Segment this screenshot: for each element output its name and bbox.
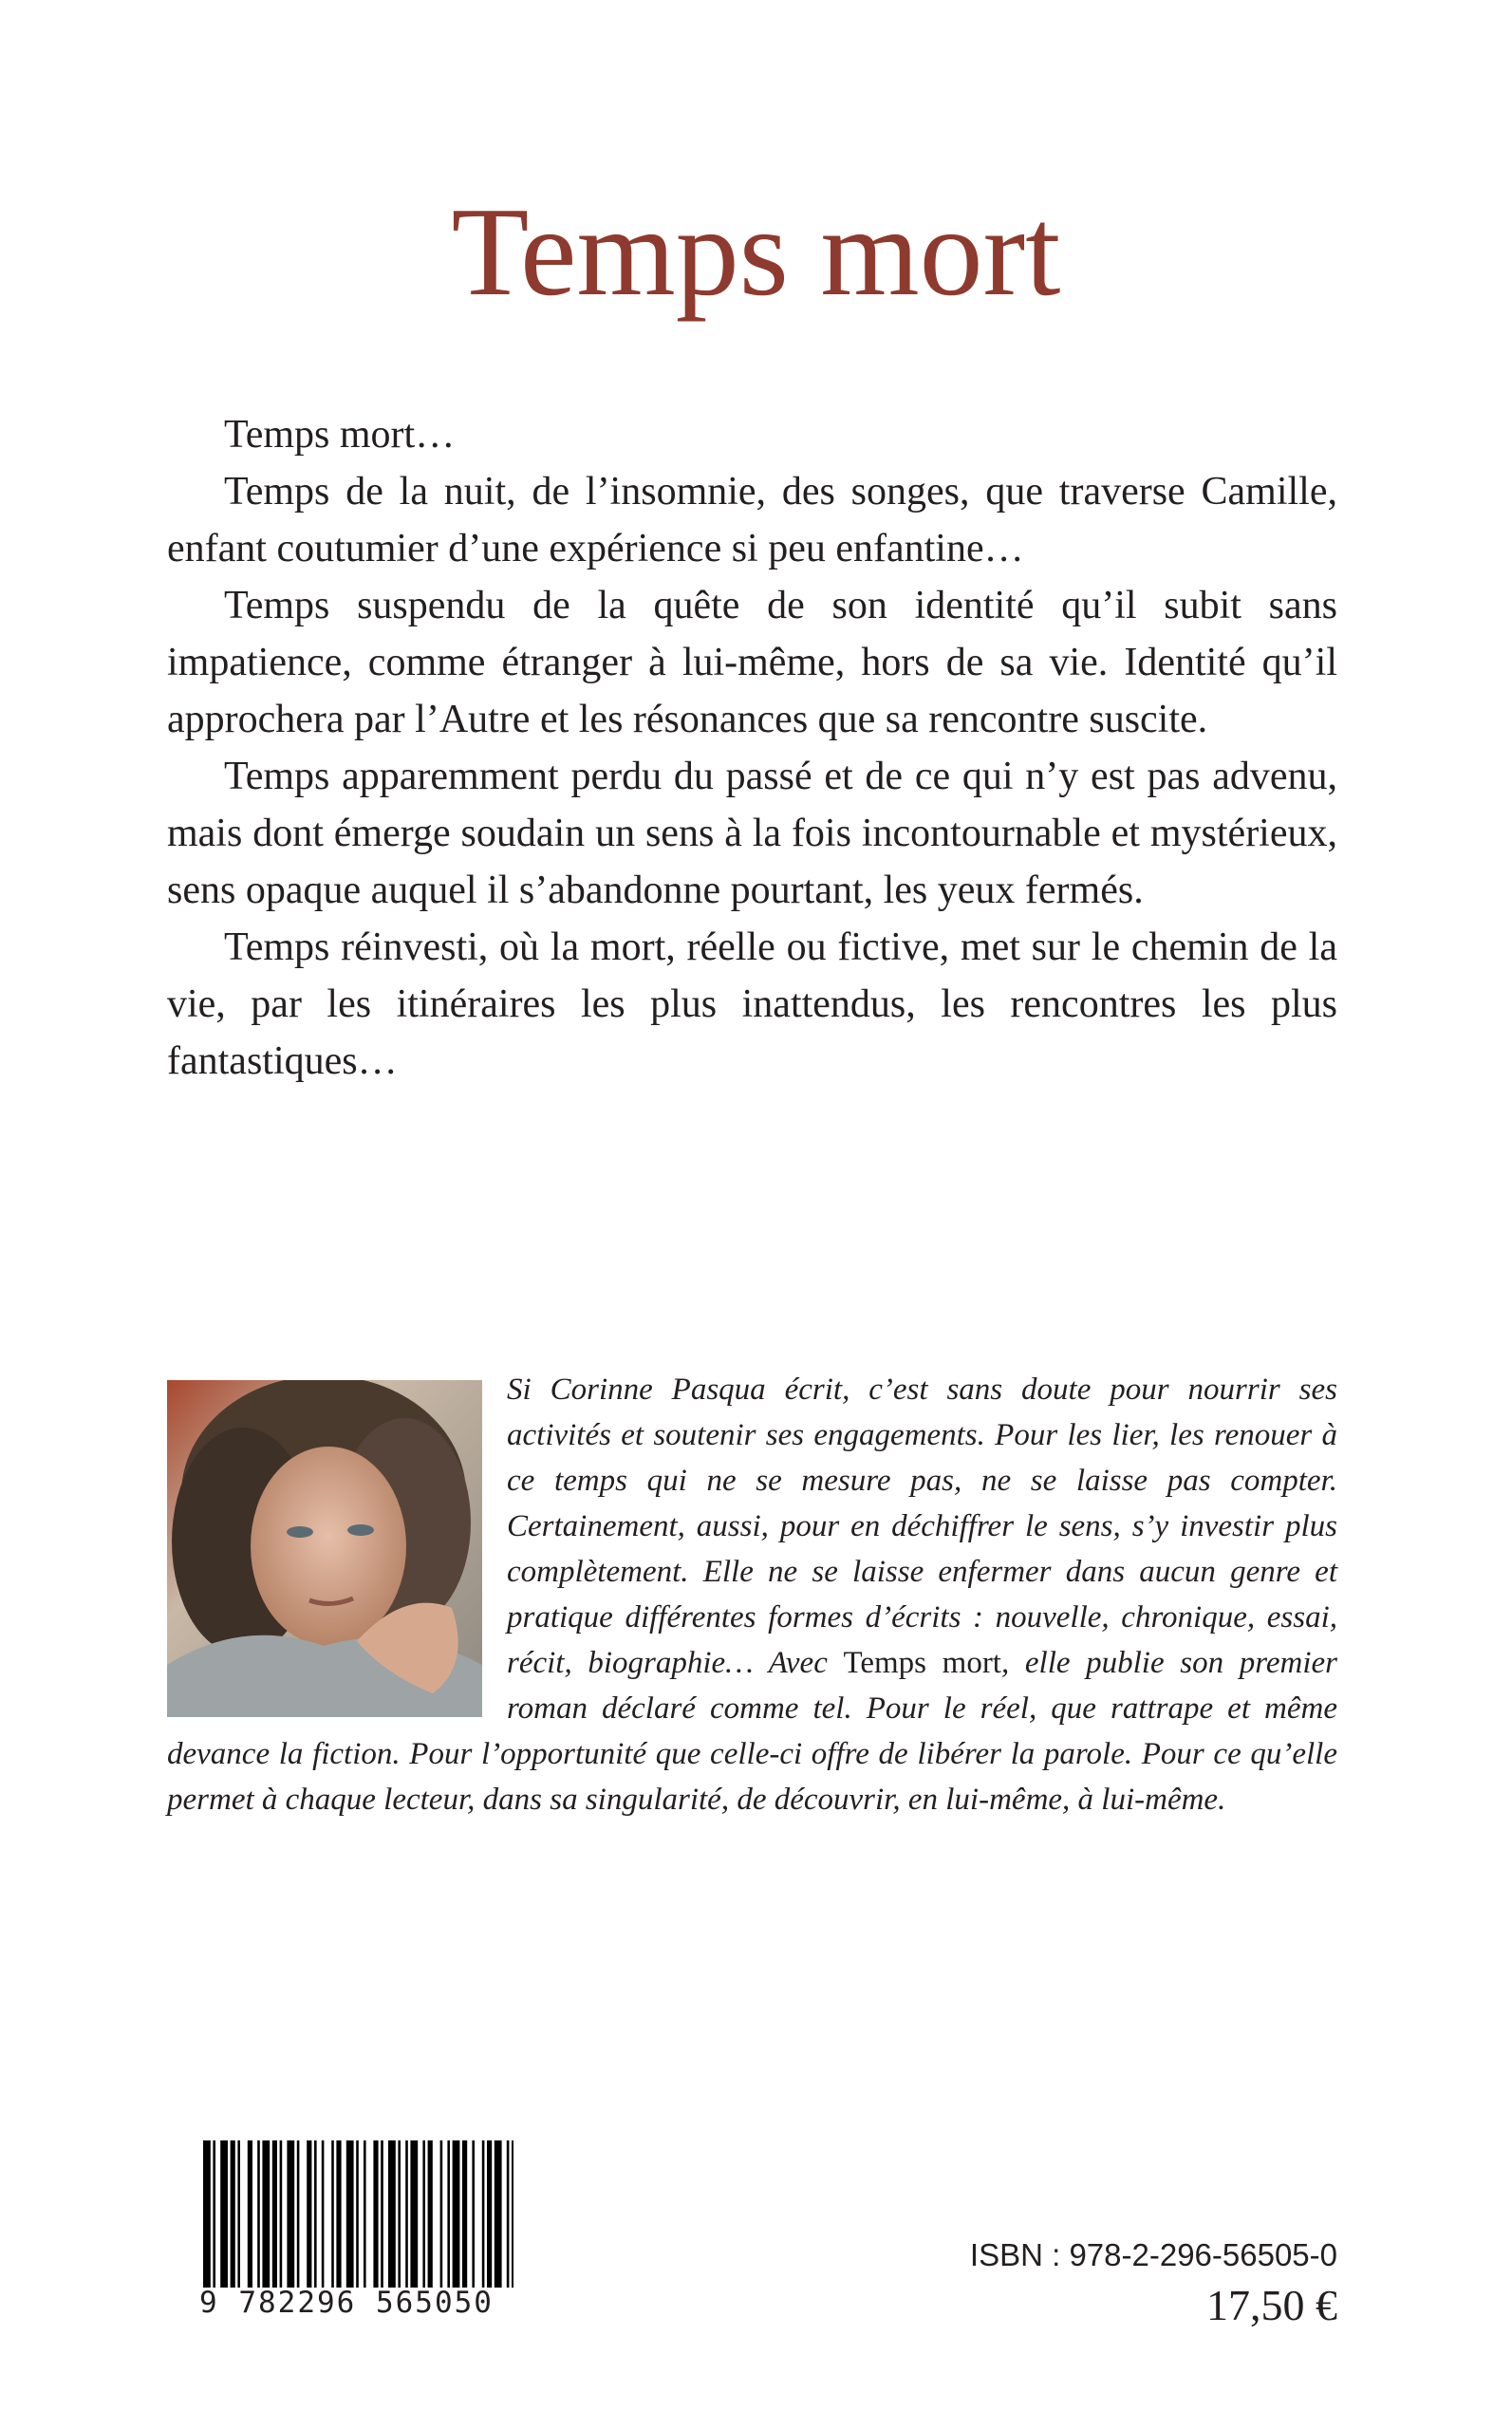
barcode-bar (203, 2140, 211, 2288)
barcode-bar (314, 2140, 317, 2288)
barcode-bar (447, 2140, 450, 2288)
author-bio-text-2: , elle publie son premier roman déclaré comme tel. Pour le réel, que rattrape et même devance la fiction. Pour l’opportunité que celle-ci offre de libérer la parole. Pour ce qu’elle permet à chaque lecteur, dans sa singularité, de découvrir, en lui-même, à lui-même. (167, 1646, 1337, 1817)
barcode-bar (398, 2140, 401, 2288)
barcode-bar (373, 2140, 378, 2288)
blurb-paragraph: Temps mort… (224, 413, 456, 457)
barcode-bar (297, 2140, 300, 2288)
barcode-bar (257, 2140, 260, 2288)
barcode-bar (322, 2140, 325, 2288)
barcode-bar (331, 2140, 334, 2288)
barcode-bar (440, 2140, 443, 2288)
book-title: Temps mort (451, 180, 1061, 322)
barcode (199, 2140, 517, 2288)
blurb-paragraph: Temps de la nuit, de l’insomnie, des songes, que traverse Camille, enfant coutumier d’une expérience si peu enfantine… (167, 470, 1337, 570)
barcode-bar (213, 2140, 215, 2288)
barcode-bar (462, 2140, 467, 2288)
barcode-bar (356, 2140, 359, 2288)
barcode-bar (507, 2140, 510, 2288)
barcode-digits: 9 782296 565050 (199, 2286, 494, 2320)
barcode-bar (495, 2140, 502, 2288)
barcode-bar (482, 2140, 485, 2288)
barcode-bar (307, 2140, 311, 2288)
barcode-bar (262, 2140, 270, 2288)
author-photo (167, 1380, 482, 1717)
barcode-bar (364, 2140, 366, 2288)
barcode-bar (287, 2140, 294, 2288)
price-label: 17,50 € (1206, 2281, 1337, 2329)
barcode-bar (410, 2140, 418, 2288)
barcode-bar (231, 2140, 235, 2288)
blurb-paragraph: Temps suspendu de la quête de son identité qu’il subit sans impatience, comme étranger à lui-même, hors de sa vie. Identité qu’il approchera par l’Autre et les résonances que sa rencontre suscite. (167, 584, 1337, 741)
barcode-bar (422, 2140, 425, 2288)
author-bio-book-title: Temps mort (843, 1646, 1001, 1680)
barcode-bar (487, 2140, 492, 2288)
barcode-bar (220, 2140, 228, 2288)
barcode-bar (512, 2140, 513, 2288)
back-cover-blurb (167, 406, 1337, 1090)
barcode-bar (237, 2140, 240, 2288)
barcode-bar (336, 2140, 341, 2288)
barcode-bar (272, 2140, 277, 2288)
barcode-bar (472, 2140, 475, 2288)
barcode-bar (381, 2140, 383, 2288)
blurb-paragraph: Temps réinvesti, où la mort, réelle ou fictive, met sur le chemin de la vie, par les itinéraires les plus inattendus, les rencontres les plus fantastiques… (167, 925, 1337, 1083)
barcode-bar (405, 2140, 408, 2288)
blurb-paragraph: Temps apparemment perdu du passé et de ce qui n’y est pas advenu, mais dont émerge soudain un sens à la fois incontournable et mystérieux, sens opaque auquel il s’abandonne pourtant, les yeux fermés. (167, 755, 1337, 912)
barcode-bar (248, 2140, 252, 2288)
author-bio-text-1: Si Corinne Pasqua écrit, c’est sans doute pour nourrir ses activités et soutenir ses engagements. Pour les lier, les renouer à ce temps qui ne se mesure pas, ne se laisse pas compter. Certainement, aussi, pour en déchiffrer le sens, s’y investir plus complètement. Elle ne se laisse enfermer dans aucun genre et pratique différentes formes d’écrits : nouvelle, chronique, essai, récit, biographie… Avec (507, 1373, 1337, 1680)
barcode-bar (453, 2140, 460, 2288)
author-bio-block (167, 1367, 1337, 1822)
barcode-bar (388, 2140, 396, 2288)
isbn-label: ISBN : 978-2-296-56505-0 (969, 2237, 1337, 2272)
barcode-bar (346, 2140, 354, 2288)
barcode-bar (428, 2140, 433, 2288)
barcode-bar (280, 2140, 283, 2288)
